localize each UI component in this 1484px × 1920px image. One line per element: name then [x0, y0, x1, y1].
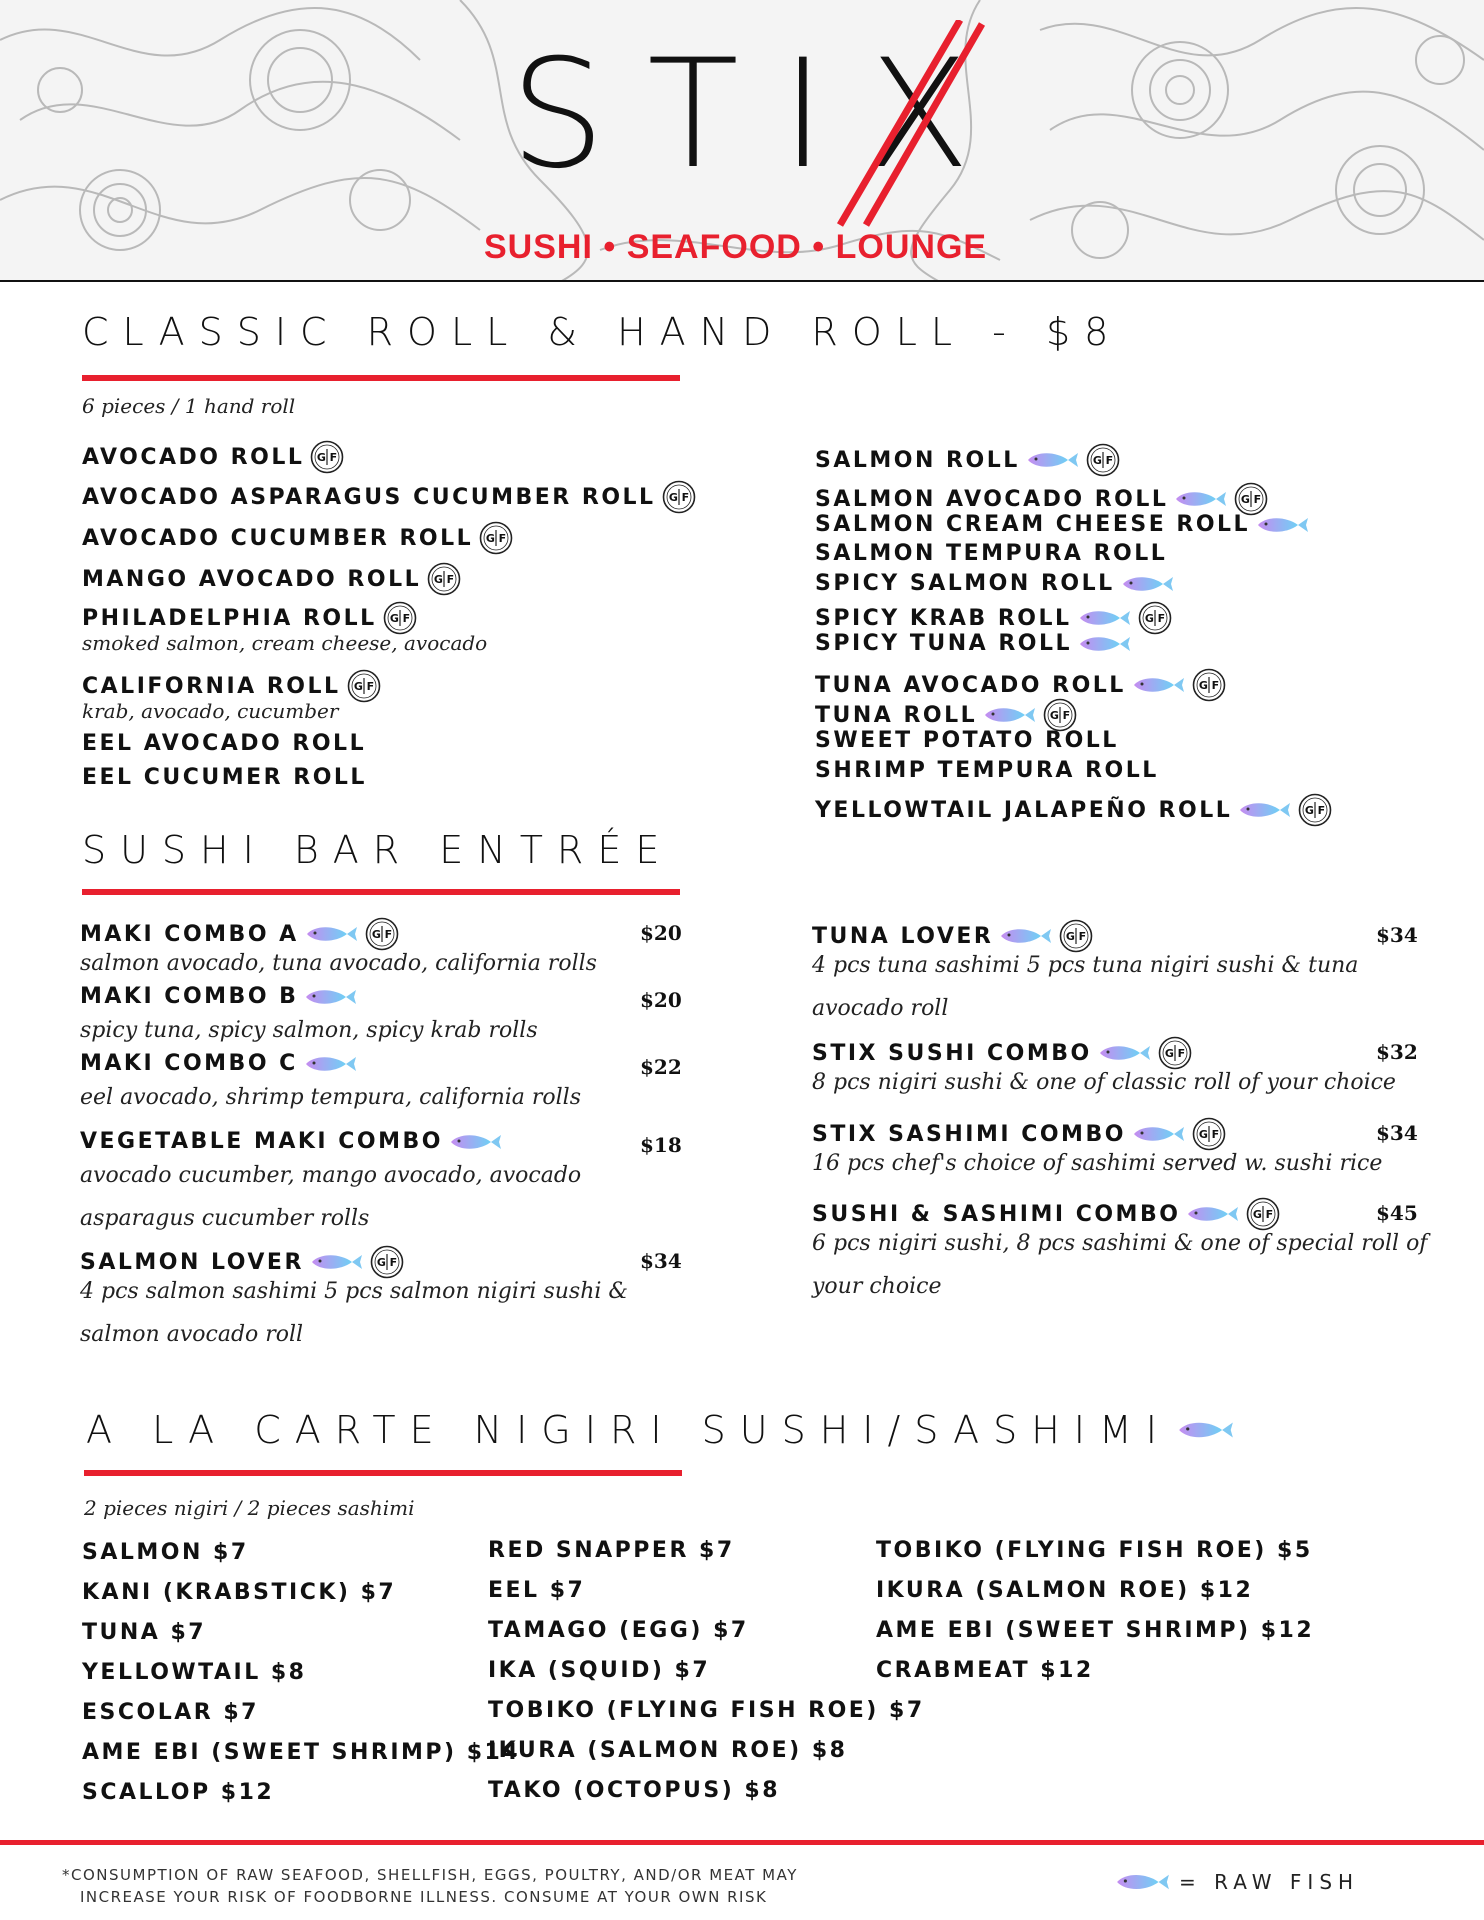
raw-fish-icon: [304, 1053, 358, 1075]
header-rule: [0, 280, 1484, 282]
item-description: 4 pcs tuna sashimi 5 pcs tuna nigiri sushi & tuna: [812, 953, 1359, 978]
carte-item: AME EBI (SWEET SHRIMP) $12: [876, 1618, 1315, 1643]
item-name: TUNA AVOCADO ROLL: [815, 672, 1126, 698]
gluten-free-icon: [1043, 698, 1077, 732]
gluten-free-icon: [310, 440, 344, 474]
item-name: SWEET POTATO ROLL: [815, 728, 1119, 753]
stix-logo: STIX: [510, 40, 1030, 190]
carte-item: SCALLOP $12: [82, 1780, 275, 1805]
carte-item: RED SNAPPER $7: [488, 1538, 735, 1563]
svg-text:G F: G F: [1144, 612, 1165, 625]
svg-text:G F: G F: [433, 573, 455, 586]
raw-fish-icon: [1174, 488, 1228, 510]
item-name: EEL AVOCADO ROLL: [82, 731, 367, 756]
item-name: AVOCADO ROLL: [82, 444, 305, 470]
raw-fish-icon: [305, 923, 359, 945]
item-description: avocado roll: [812, 996, 949, 1021]
raw-food-warning: *CONSUMPTION OF RAW SEAFOOD, SHELLFISH, EGGS, POULTRY, AND/OR MEAT MAY INCREASE YOUR RISK OF FOODBORNE ILLNESS. CONSUME AT YOUR OWN RISK: [62, 1866, 798, 1906]
chopsticks-icon: [810, 20, 1010, 230]
raw-fish-icon: [1132, 674, 1186, 696]
item-name: TUNA ROLL: [815, 702, 978, 728]
carte-item: IKURA (SALMON ROE) $8: [488, 1738, 848, 1763]
item-description: 16 pcs chef's choice of sashimi served w. sushi rice: [812, 1151, 1383, 1176]
gluten-free-icon: [1192, 1117, 1226, 1151]
item-name: AVOCADO ASPARAGUS CUCUMBER ROLL: [82, 484, 656, 510]
carte-item: ESCOLAR $7: [82, 1700, 259, 1725]
item-name: SPICY KRAB ROLL: [815, 605, 1072, 631]
menu-item: [815, 443, 1120, 477]
svg-text:G F: G F: [317, 451, 338, 464]
raw-fish-icon: [1098, 1042, 1152, 1064]
menu-item: [815, 728, 1119, 753]
item-name: STIX SASHIMI COMBO: [812, 1121, 1126, 1147]
item-price: $34: [640, 1249, 682, 1273]
raw-fish-icon: [1256, 514, 1310, 536]
item-name: CALIFORNIA ROLL: [82, 673, 341, 699]
menu-item: [80, 917, 399, 951]
carte-item: IKURA (SALMON ROE) $12: [876, 1578, 1254, 1603]
raw-fish-icon: [1132, 1123, 1186, 1145]
item-description: eel avocado, shrimp tempura, california rolls: [80, 1085, 582, 1110]
svg-text:G F: G F: [485, 532, 507, 545]
gluten-free-icon: [347, 669, 381, 703]
entree-rule: [82, 889, 680, 895]
menu-item: [815, 631, 1132, 656]
menu-item: [82, 440, 344, 474]
menu-item: [82, 480, 696, 514]
menu-item: [80, 1245, 404, 1279]
raw-fish-icon: [310, 1251, 364, 1273]
header-banner: [0, 0, 1484, 282]
raw-fish-icon: [1026, 449, 1080, 471]
menu-item: [812, 1117, 1226, 1151]
raw-fish-icon: [1115, 1870, 1171, 1894]
gluten-free-icon: [662, 480, 696, 514]
item-price: $32: [1376, 1040, 1418, 1064]
item-price: $18: [640, 1133, 682, 1157]
item-name: SPICY SALMON ROLL: [815, 571, 1115, 596]
menu-item: [82, 601, 417, 635]
item-description: your choice: [812, 1274, 942, 1299]
menu-item: [815, 482, 1268, 516]
item-name: STIX SUSHI COMBO: [812, 1040, 1092, 1066]
carte-note: 2 pieces nigiri / 2 pieces sashimi: [84, 1496, 415, 1520]
gluten-free-icon: [1138, 601, 1172, 635]
svg-text:G F: G F: [668, 491, 689, 504]
menu-item: [815, 758, 1159, 783]
gluten-free-icon: [1086, 443, 1120, 477]
item-price: $45: [1376, 1201, 1418, 1225]
raw-fish-icon: [1186, 1203, 1240, 1225]
item-name: MAKI COMBO A: [80, 921, 299, 947]
item-name: SUSHI & SASHIMI COMBO: [812, 1201, 1181, 1227]
menu-item: [80, 984, 358, 1009]
carte-item: SALMON $7: [82, 1540, 249, 1565]
classic-title: CLASSIC ROLL & HAND ROLL - $8: [82, 310, 1123, 354]
raw-fish-icon: [1177, 1418, 1235, 1442]
item-description: 8 pcs nigiri sushi & one of classic roll of your choice: [812, 1070, 1396, 1095]
svg-text:G F: G F: [1305, 804, 1326, 817]
gluten-free-icon: [370, 1245, 404, 1279]
svg-text:G F: G F: [376, 1256, 398, 1269]
item-name: SPICY TUNA ROLL: [815, 631, 1073, 656]
carte-item: CRABMEAT $12: [876, 1658, 1094, 1683]
menu-item: [815, 512, 1310, 537]
item-name: SALMON ROLL: [815, 447, 1020, 473]
raw-fish-icon: [983, 704, 1037, 726]
svg-text:G F: G F: [1198, 679, 1220, 692]
gluten-free-icon: [1158, 1036, 1192, 1070]
item-name: EEL CUCUMER ROLL: [82, 765, 367, 790]
item-description: spicy tuna, spicy salmon, spicy krab rolls: [80, 1018, 538, 1043]
item-description: asparagus cucumber rolls: [80, 1206, 370, 1231]
classic-rule: [82, 375, 680, 381]
svg-text:G F: G F: [1066, 930, 1087, 943]
svg-text:G F: G F: [1198, 1128, 1220, 1141]
menu-item: [82, 562, 461, 596]
carte-item: TAKO (OCTOPUS) $8: [488, 1778, 781, 1803]
item-name: VEGETABLE MAKI COMBO: [80, 1129, 443, 1154]
classic-note: 6 pieces / 1 hand roll: [82, 394, 296, 418]
svg-text:G F: G F: [371, 928, 392, 941]
raw-fish-icon: [304, 986, 358, 1008]
raw-fish-icon: [1078, 633, 1132, 655]
raw-fish-icon: [1238, 799, 1292, 821]
raw-fish-icon: [449, 1131, 503, 1153]
carte-item: TOBIKO (FLYING FISH ROE) $7: [488, 1698, 925, 1723]
carte-item: KANI (KRABSTICK) $7: [82, 1580, 397, 1605]
item-name: YELLOWTAIL JALAPEÑO ROLL: [815, 797, 1233, 823]
menu-item: [812, 1036, 1192, 1070]
item-name: SALMON LOVER: [80, 1249, 304, 1275]
svg-text:G F: G F: [1164, 1047, 1185, 1060]
gluten-free-icon: [365, 917, 399, 951]
menu-item: [82, 669, 381, 703]
item-name: MAKI COMBO B: [80, 984, 299, 1009]
carte-item: TOBIKO (FLYING FISH ROE) $5: [876, 1538, 1313, 1563]
carte-item: TAMAGO (EGG) $7: [488, 1618, 749, 1643]
item-description: 6 pcs nigiri sushi, 8 pcs sashimi & one of special roll of: [812, 1231, 1428, 1256]
gluten-free-icon: [1298, 793, 1332, 827]
carte-item: TUNA $7: [82, 1620, 207, 1645]
menu-item: [82, 521, 513, 555]
item-name: MANGO AVOCADO ROLL: [82, 566, 422, 592]
item-description: krab, avocado, cucumber: [82, 699, 339, 723]
footer-rule: [0, 1840, 1484, 1845]
raw-fish-icon: [1078, 607, 1132, 629]
menu-item: [80, 1051, 358, 1076]
item-name: AVOCADO CUCUMBER ROLL: [82, 525, 474, 551]
svg-text:G F: G F: [1092, 454, 1113, 467]
carte-heading: [86, 1408, 1235, 1452]
raw-fish-legend: [1115, 1870, 1359, 1894]
carte-item: EEL $7: [488, 1578, 586, 1603]
svg-text:G F: G F: [1241, 493, 1262, 506]
menu-item: [815, 571, 1175, 596]
item-description: salmon avocado roll: [80, 1322, 304, 1347]
gluten-free-icon: [383, 601, 417, 635]
menu-item: [815, 601, 1172, 635]
tagline: SUSHI • SEAFOOD • LOUNGE: [484, 228, 988, 266]
carte-title: A LA CARTE NIGIRI SUSHI/SASHIMI: [86, 1408, 1171, 1452]
item-description: avocado cucumber, mango avocado, avocado: [80, 1163, 582, 1188]
svg-text:G F: G F: [1049, 709, 1071, 722]
item-name: SHRIMP TEMPURA ROLL: [815, 758, 1159, 783]
menu-item: [812, 1197, 1280, 1231]
menu-item: [812, 919, 1093, 953]
item-name: SALMON CREAM CHEESE ROLL: [815, 512, 1251, 537]
gluten-free-icon: [1059, 919, 1093, 953]
item-price: $20: [640, 988, 682, 1012]
item-price: $34: [1376, 923, 1418, 947]
item-price: $22: [640, 1055, 682, 1079]
gluten-free-icon: [1246, 1197, 1280, 1231]
svg-text:G F: G F: [389, 612, 410, 625]
gluten-free-icon: [1192, 668, 1226, 702]
svg-text:G F: G F: [353, 680, 374, 693]
carte-item: AME EBI (SWEET SHRIMP) $14: [82, 1740, 521, 1765]
menu-item: [815, 793, 1332, 827]
menu-item: [815, 698, 1077, 732]
raw-fish-icon: [999, 925, 1053, 947]
item-description: salmon avocado, tuna avocado, california rolls: [80, 951, 597, 976]
menu-item: [82, 731, 366, 756]
menu-item: [815, 668, 1226, 702]
item-name: PHILADELPHIA ROLL: [82, 605, 377, 631]
menu-item: [80, 1129, 503, 1154]
carte-item: YELLOWTAIL $8: [82, 1660, 307, 1685]
item-description: 4 pcs salmon sashimi 5 pcs salmon nigiri sushi &: [80, 1279, 628, 1304]
carte-rule: [84, 1470, 682, 1476]
svg-text:G F: G F: [1253, 1208, 1274, 1221]
item-price: $34: [1376, 1121, 1418, 1145]
menu-item: [815, 541, 1167, 566]
menu-item: [82, 765, 367, 790]
gluten-free-icon: [479, 521, 513, 555]
item-price: $20: [640, 921, 682, 945]
raw-fish-icon: [1121, 573, 1175, 595]
item-name: TUNA LOVER: [812, 923, 994, 949]
item-name: SALMON TEMPURA ROLL: [815, 541, 1168, 566]
legend-text: = RAW FISH: [1179, 1870, 1360, 1894]
item-name: MAKI COMBO C: [80, 1051, 298, 1076]
carte-item: IKA (SQUID) $7: [488, 1658, 711, 1683]
entree-title: SUSHI BAR ENTRÉE: [82, 828, 674, 872]
item-name: SALMON AVOCADO ROLL: [815, 486, 1169, 512]
gluten-free-icon: [427, 562, 461, 596]
gluten-free-icon: [1234, 482, 1268, 516]
item-description: smoked salmon, cream cheese, avocado: [82, 631, 488, 655]
